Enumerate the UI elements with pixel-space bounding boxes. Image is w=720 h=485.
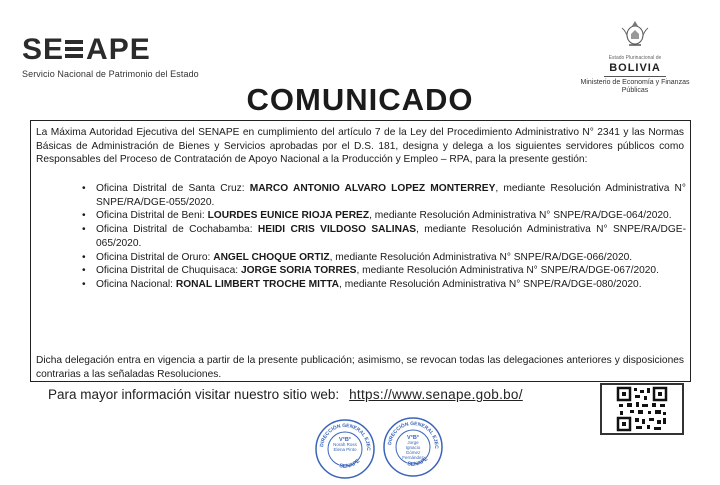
stamp-person: Norah Ross Elena Pinto [333,442,357,452]
resolution-text: , mediante Resolución Administrativa N° SNPE/RA/DGE-080/2020. [339,278,642,290]
bullet-icon: • [82,224,86,236]
bullet-icon: • [82,265,86,277]
qr-code[interactable] [600,383,684,435]
list-item [36,223,686,250]
announcement-box [30,120,691,382]
logo-subtitle: Servicio Nacional de Patrimonio del Estado [22,69,199,79]
resolution-text: , mediante Resolución Administrativa N° SNPE/RA/DGE-066/2020. [329,251,633,263]
person-name: LOURDES EUNICE RIOJA PEREZ [207,210,370,222]
person-name: HEIDI CRIS VILDOSO SALINAS [257,224,417,236]
office-label: Oficina Distrital de Beni: [96,210,205,222]
list-item [36,264,686,278]
website-link[interactable]: https://www.senape.gob.bo/ [349,387,523,402]
website-label: Para mayor información visitar nuestro sitio web: [48,387,340,402]
approval-stamp [382,416,444,478]
ministry-name: Ministerio de Economía y Finanzas Públicas [580,79,690,94]
svg-text:DIRECCIÓN GENERAL EJECUTIVA: DIRECCIÓN GENERAL EJEC [319,422,372,451]
country-name: BOLIVIA [609,62,661,74]
bullet-icon: • [82,251,86,263]
resolution-text: , mediante Resolución Administrativa N° SNPE/RA/DGE-067/2020. [356,265,659,277]
resolution-text: , mediante Resolución Administrativa N° SNPE/RA/DGE-064/2020. [369,210,672,222]
logo-e-bars-icon [65,38,85,60]
svg-text:SENAPE: SENAPE [338,458,362,470]
logo-wordmark: SE APE [22,33,151,66]
senape-logo [22,35,202,85]
approval-stamp [314,418,376,480]
office-label: Oficina Distrital de Oruro: [96,251,211,263]
bullet-icon: • [82,278,86,290]
bullet-icon: • [82,210,86,222]
list-item [36,209,686,223]
office-label: Oficina Distrital de Chuquisaca: [96,265,239,277]
page-title: COMUNICADO [246,82,474,117]
svg-text:DIRECCIÓN GENERAL EJECUTIVA: DIRECCIÓN GENERAL EJEC [387,420,440,449]
svg-text:V°B°: V°B° [406,435,420,441]
office-label: Oficina Distrital de Santa Cruz: [96,183,245,194]
resolution-text: , mediante Resolución Administrativa N° SNPE/RA/DGE-055/2020. [96,183,686,208]
svg-text:V°B°: V°B° [338,437,352,443]
qr-code-icon [602,385,682,433]
person-name: ANGEL CHOQUE ORTIZ [213,251,330,263]
closing-paragraph: Dicha delegación entra en vigencia a partir de la presente publicación; asimismo, se revocan todas las delegaciones anteriores y disposiciones contrarias a las señaladas Resoluciones. [36,355,684,380]
website-line [48,387,523,402]
delegation-list [36,182,686,292]
stamp-person: Jorge Ignacio Gómez Fernández [402,440,424,460]
office-label: Oficina Distrital de Cochabamba: [96,224,253,236]
resolution-text: , mediante Resolución Administrativa N° SNPE/RA/DGE-065/2020. [96,224,686,249]
divider [604,76,666,77]
person-name: RONAL LIMBERT TROCHE MITTA [175,278,340,290]
state-label: Estado Plurinacional de [608,55,662,61]
svg-text:SENAPE: SENAPE [406,456,430,468]
list-item [36,251,686,265]
office-label: Oficina Nacional: [96,278,174,290]
bullet-icon: • [82,183,86,194]
person-name: MARCO ANTONIO ALVARO LOPEZ MONTERREY [249,183,496,194]
coat-of-arms-icon [618,18,652,48]
intro-paragraph: La Máxima Autoridad Ejecutiva del SENAPE en cumplimiento del artículo 7 de la Ley del Procedimiento Administrativo N° 2341 y las Normas Básicas de Administración de Bienes y Servicios aprobadas por el D.S. 181, designa y delega a los siguientes servidores públicos como Responsables del Proceso de Contratación de Apoyo Nacional a la Producción y Empleo – RPA, para la presente gestión: [36,127,684,166]
list-item [36,278,686,292]
person-name: JORGE SORIA TORRES [240,265,357,277]
list-item [36,182,686,209]
